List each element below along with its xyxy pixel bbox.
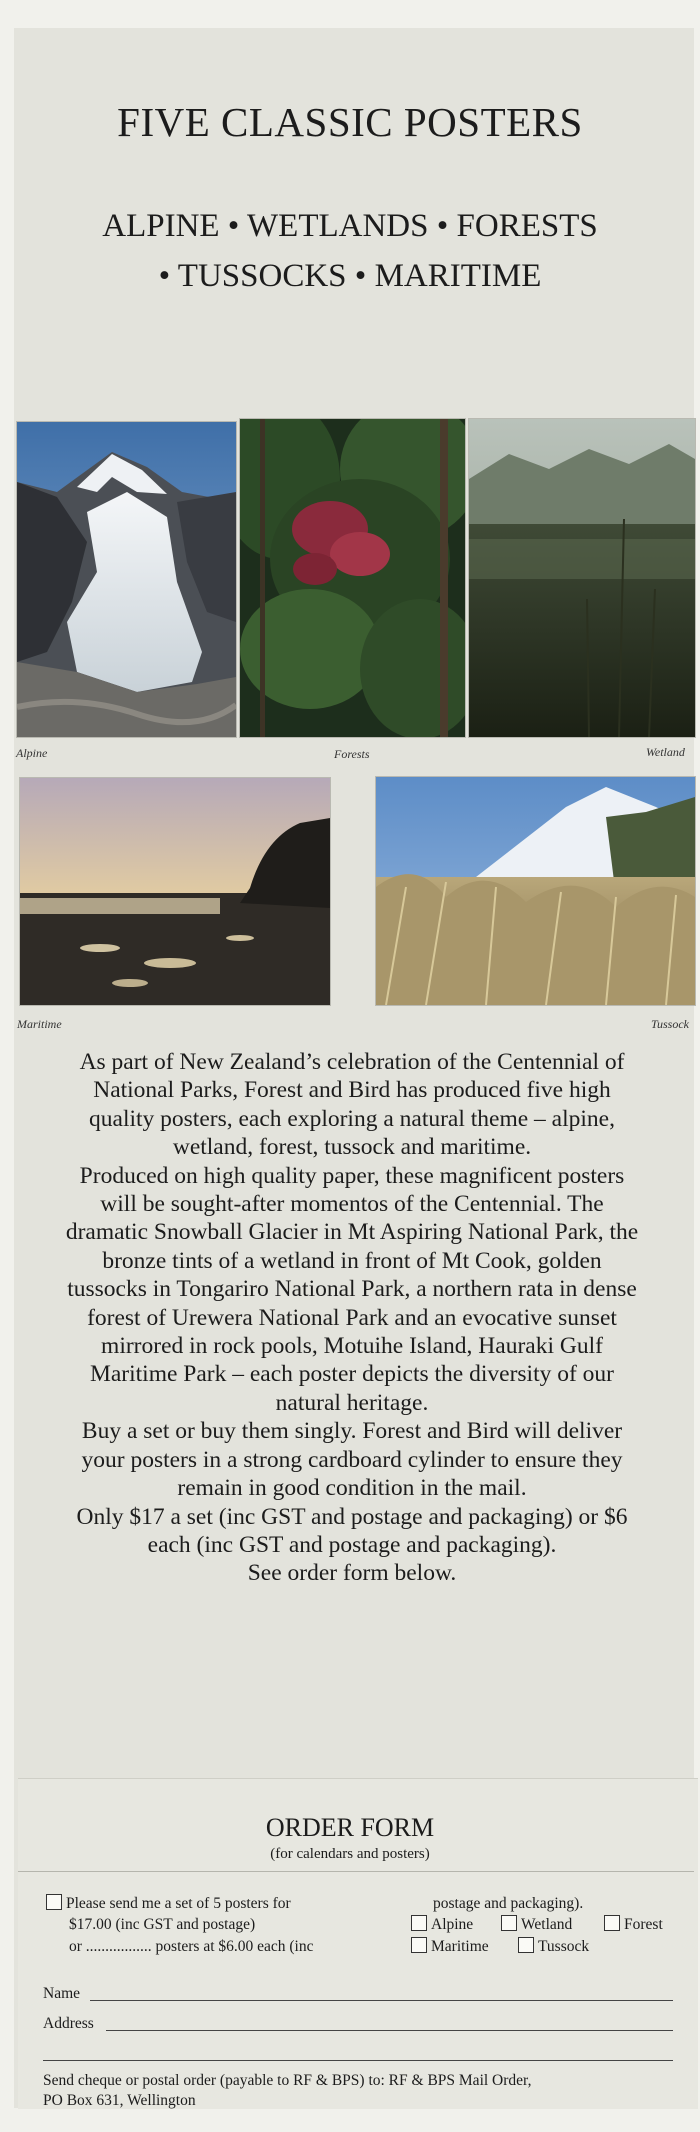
tussock-photo [375,776,696,1006]
option-tussock[interactable] [518,1937,589,1956]
option-maritime[interactable] [411,1937,489,1956]
body-paragraph-2: Produced on high quality paper, these magnificent posters will be sought-after momentos of the Centennial. The dramatic Snowball Glacier in Mt Aspiring National Park, the bronze tints of a wetland in front of Mt Cook, golden tussocks in Tongariro National Park, a northern rata in dense forest of Urewera National Park and an evocative sunset mirrored in rock pools, Motuihe Island, Hauraki Gulf Maritime Park – each poster depicts the diversity of our natural heritage. [65,1162,639,1416]
alpine-caption: Alpine [16,746,48,760]
forest-checkbox[interactable] [604,1915,620,1931]
alpine-checkbox[interactable] [411,1915,427,1931]
name-field[interactable] [90,2000,673,2001]
wetland-checkbox[interactable] [501,1915,517,1931]
wetland-photo [468,418,696,738]
page-title: FIVE CLASSIC POSTERS [117,99,583,145]
set-line-1: Please send me a set of 5 posters for [66,1895,291,1912]
set-line-2: $17.00 (inc GST and postage) [69,1916,256,1933]
subtitle-line-1: ALPINE • WETLANDS • FORESTS [102,208,598,244]
forests-caption: Forests [334,747,370,761]
wetland-label: Wetland [521,1916,573,1933]
mailing-instructions-1: Send cheque or postal order (payable to RF & BPS) to: RF & BPS Mail Order, [43,2072,532,2089]
option-forest[interactable] [604,1915,663,1934]
address-field[interactable] [106,2030,673,2031]
wetland-caption: Wetland [646,745,685,759]
forests-photo [239,418,466,738]
name-label: Name [43,1985,81,2002]
option-alpine[interactable] [411,1915,473,1934]
maritime-label: Maritime [431,1938,489,1955]
single-order-continued: postage and packaging). [433,1895,584,1912]
tussock-label: Tussock [538,1938,590,1955]
mailing-instructions-2: PO Box 631, Wellington [43,2092,196,2109]
body-text [62,1048,642,1588]
address-label: Address [43,2015,94,2032]
body-paragraph-5: See order form below. [247,1560,457,1587]
tussock-checkbox[interactable] [518,1937,534,1953]
maritime-caption: Maritime [17,1017,62,1031]
alpine-label: Alpine [431,1916,474,1933]
order-form-divider [18,1871,694,1872]
address-field-line-2[interactable] [43,2060,673,2061]
maritime-photo [19,777,331,1006]
maritime-checkbox[interactable] [411,1937,427,1953]
set-order-line [46,1893,291,1915]
alpine-photo [16,421,237,738]
tussock-caption: Tussock [651,1017,690,1031]
forest-label: Forest [624,1916,663,1933]
order-form-title: ORDER FORM [265,1813,435,1842]
set-checkbox[interactable] [46,1894,62,1910]
body-paragraph-1: As part of New Zealand’s celebration of the Centennial of National Parks, Forest and Bird has produced five high quality posters, each exploring a natural theme – alpine, wetland, forest, tussock and maritime. [79,1049,625,1161]
order-form-subtitle: (for calendars and posters) [270,1846,430,1862]
subtitle-line-2: • TUSSOCKS • MARITIME [158,258,542,294]
single-order-line: or ................. posters at $6.00 each (inc [69,1938,314,1955]
option-wetland[interactable] [501,1915,572,1934]
body-paragraph-3: Buy a set or buy them singly. Forest and Bird will deliver your posters in a strong cardboard cylinder to ensure they remain in good condition in the mail. [81,1418,623,1502]
body-paragraph-4: Only $17 a set (inc GST and postage and packaging) or $6 each (inc GST and postage and packaging). [76,1503,628,1558]
